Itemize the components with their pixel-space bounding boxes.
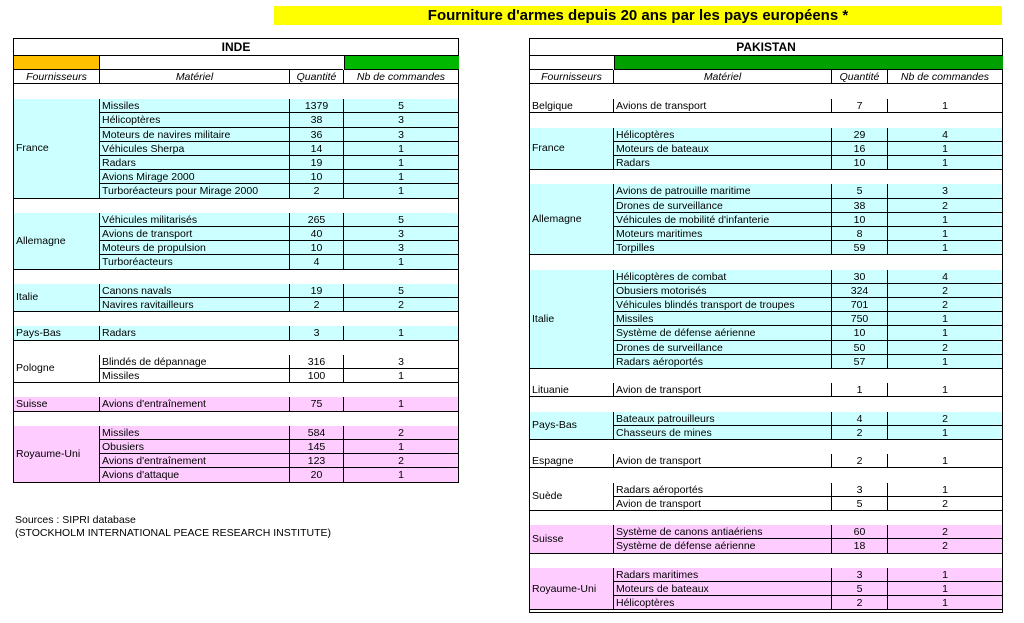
orders-cell: 1: [888, 383, 1002, 397]
orders-cell: 1: [888, 596, 1002, 610]
orders-cell: 2: [888, 497, 1002, 511]
orders-cell: 3: [888, 184, 1002, 198]
inde-table-title: INDE: [14, 39, 458, 56]
supplier-cell: Lituanie: [530, 383, 614, 397]
material-cell: Missiles: [100, 99, 290, 113]
quantity-cell: 584: [290, 426, 344, 440]
material-cell: Canons navals: [100, 284, 290, 298]
orders-cell: 3: [344, 227, 458, 241]
orders-cell: 1: [888, 213, 1002, 227]
orders-cell: 2: [888, 298, 1002, 312]
material-cell: Avions d'entraînement: [100, 397, 290, 411]
material-cell: Système de défense aérienne: [614, 539, 832, 553]
quantity-cell: 10: [832, 326, 888, 340]
orders-cell: 2: [344, 426, 458, 440]
quantity-cell: 1: [832, 383, 888, 397]
supplier-cell: France: [14, 99, 100, 198]
quantity-cell: 40: [290, 227, 344, 241]
supplier-cell: Pologne: [14, 355, 100, 383]
orders-cell: 1: [344, 468, 458, 482]
orders-cell: 1: [344, 326, 458, 340]
supplier-cell: Belgique: [530, 99, 614, 113]
sources-line-2: (STOCKHOLM INTERNATIONAL PEACE RESEARCH INSTITUTE): [15, 527, 332, 539]
inde-header-quantity: Quantité: [290, 70, 344, 84]
material-cell: Drones de surveillance: [614, 341, 832, 355]
material-cell: Obusiers motorisés: [614, 284, 832, 298]
quantity-cell: 5: [832, 582, 888, 596]
orders-cell: 1: [888, 454, 1002, 468]
quantity-cell: 2: [832, 426, 888, 440]
supplier-cell: Royaume-Uni: [14, 426, 100, 483]
orders-cell: 3: [344, 355, 458, 369]
material-cell: Torpilles: [614, 241, 832, 255]
inde-color-bar-blank: [100, 56, 343, 70]
quantity-cell: 4: [832, 412, 888, 426]
orders-cell: 1: [344, 369, 458, 383]
quantity-cell: 4: [290, 255, 344, 269]
orders-cell: 2: [888, 525, 1002, 539]
orders-cell: 1: [344, 440, 458, 454]
quantity-cell: 10: [832, 213, 888, 227]
supplier-cell: France: [530, 128, 614, 171]
orders-cell: 2: [888, 539, 1002, 553]
material-cell: Avions de patrouille maritime: [614, 184, 832, 198]
inde-header-supplier: Fournisseurs: [14, 70, 100, 84]
orders-cell: 3: [344, 241, 458, 255]
quantity-cell: 2: [832, 454, 888, 468]
quantity-cell: 30: [832, 270, 888, 284]
quantity-cell: 2: [290, 298, 344, 312]
quantity-cell: 3: [290, 326, 344, 340]
material-cell: Moteurs de navires militaire: [100, 128, 290, 142]
page-title: Fourniture d'armes depuis 20 ans par les pays européens *: [274, 6, 1002, 25]
material-cell: Missiles: [614, 312, 832, 326]
orders-cell: 4: [888, 128, 1002, 142]
pakistan-header-material: Matériel: [614, 70, 832, 84]
material-cell: Moteurs maritimes: [614, 227, 832, 241]
material-cell: Hélicoptères: [614, 128, 832, 142]
material-cell: Missiles: [100, 426, 290, 440]
pakistan-table-title: PAKISTAN: [530, 39, 1002, 56]
supplier-cell: Pays-Bas: [530, 412, 614, 440]
orders-cell: 4: [888, 270, 1002, 284]
quantity-cell: 19: [290, 156, 344, 170]
quantity-cell: 3: [832, 483, 888, 497]
material-cell: Radars: [100, 326, 290, 340]
supplier-cell: Suisse: [530, 525, 614, 553]
quantity-cell: 29: [832, 128, 888, 142]
quantity-cell: 5: [832, 184, 888, 198]
orders-cell: 1: [888, 326, 1002, 340]
orders-cell: 5: [344, 284, 458, 298]
material-cell: Drones de surveillance: [614, 199, 832, 213]
pakistan-header-supplier: Fournisseurs: [530, 70, 614, 84]
inde-header-material: Matériel: [100, 70, 290, 84]
pakistan-color-bar: [614, 56, 1003, 70]
orders-cell: 1: [888, 426, 1002, 440]
orders-cell: 2: [344, 454, 458, 468]
material-cell: Radars aéroportés: [614, 355, 832, 369]
quantity-cell: 750: [832, 312, 888, 326]
orders-cell: 2: [344, 298, 458, 312]
orders-cell: 1: [344, 397, 458, 411]
quantity-cell: 10: [832, 156, 888, 170]
orders-cell: 1: [888, 227, 1002, 241]
quantity-cell: 324: [832, 284, 888, 298]
material-cell: Hélicoptères de combat: [614, 270, 832, 284]
sources-line-1: Sources : SIPRI database: [15, 514, 136, 526]
orders-cell: 3: [344, 128, 458, 142]
material-cell: Bateaux patrouilleurs: [614, 412, 832, 426]
quantity-cell: 7: [832, 99, 888, 113]
quantity-cell: 100: [290, 369, 344, 383]
supplier-cell: Italie: [530, 270, 614, 369]
material-cell: Avion de transport: [614, 497, 832, 511]
quantity-cell: 10: [290, 241, 344, 255]
orders-cell: 1: [888, 568, 1002, 582]
material-cell: Hélicoptères: [100, 113, 290, 127]
quantity-cell: 316: [290, 355, 344, 369]
material-cell: Radars: [614, 156, 832, 170]
supplier-cell: Allemagne: [530, 184, 614, 255]
material-cell: Système de défense aérienne: [614, 326, 832, 340]
material-cell: Radars aéroportés: [614, 483, 832, 497]
quantity-cell: 36: [290, 128, 344, 142]
quantity-cell: 265: [290, 213, 344, 227]
orders-cell: 1: [888, 142, 1002, 156]
material-cell: Véhicules blindés transport de troupes: [614, 298, 832, 312]
material-cell: Hélicoptères: [614, 596, 832, 610]
orders-cell: 5: [344, 213, 458, 227]
orders-cell: 1: [888, 312, 1002, 326]
material-cell: Navires ravitailleurs: [100, 298, 290, 312]
orders-cell: 3: [344, 113, 458, 127]
quantity-cell: 16: [832, 142, 888, 156]
orders-cell: 1: [344, 142, 458, 156]
material-cell: Véhicules Sherpa: [100, 142, 290, 156]
orders-cell: 1: [888, 582, 1002, 596]
orders-cell: 2: [888, 199, 1002, 213]
material-cell: Avions Mirage 2000: [100, 170, 290, 184]
material-cell: Avions de transport: [614, 99, 832, 113]
quantity-cell: 2: [290, 184, 344, 198]
quantity-cell: 14: [290, 142, 344, 156]
material-cell: Turboréacteurs: [100, 255, 290, 269]
quantity-cell: 18: [832, 539, 888, 553]
quantity-cell: 123: [290, 454, 344, 468]
material-cell: Obusiers: [100, 440, 290, 454]
inde-table: [13, 38, 459, 483]
quantity-cell: 19: [290, 284, 344, 298]
orders-cell: 1: [344, 156, 458, 170]
quantity-cell: 57: [832, 355, 888, 369]
orders-cell: 1: [888, 156, 1002, 170]
material-cell: Véhicules militarisés: [100, 213, 290, 227]
quantity-cell: 60: [832, 525, 888, 539]
pakistan-color-bar-blank: [530, 56, 613, 70]
pakistan-table: [529, 38, 1003, 613]
material-cell: Turboréacteurs pour Mirage 2000: [100, 184, 290, 198]
material-cell: Radars: [100, 156, 290, 170]
material-cell: Chasseurs de mines: [614, 426, 832, 440]
material-cell: Avions d'attaque: [100, 468, 290, 482]
quantity-cell: 2: [832, 596, 888, 610]
quantity-cell: 38: [290, 113, 344, 127]
material-cell: Véhicules de mobilité d'infanterie: [614, 213, 832, 227]
orders-cell: 2: [888, 341, 1002, 355]
orders-cell: 1: [888, 483, 1002, 497]
orders-cell: 1: [344, 255, 458, 269]
material-cell: Moteurs de propulsion: [100, 241, 290, 255]
material-cell: Moteurs de bateaux: [614, 582, 832, 596]
quantity-cell: 20: [290, 468, 344, 482]
orders-cell: 1: [888, 241, 1002, 255]
supplier-cell: Italie: [14, 284, 100, 312]
supplier-cell: Suède: [530, 483, 614, 511]
supplier-cell: Royaume-Uni: [530, 568, 614, 611]
quantity-cell: 38: [832, 199, 888, 213]
quantity-cell: 145: [290, 440, 344, 454]
pakistan-header-orders: Nb de commandes: [888, 70, 1002, 84]
material-cell: Blindés de dépannage: [100, 355, 290, 369]
material-cell: Missiles: [100, 369, 290, 383]
quantity-cell: 59: [832, 241, 888, 255]
supplier-cell: Pays-Bas: [14, 326, 100, 340]
supplier-cell: Allemagne: [14, 213, 100, 270]
inde-color-bar-orders: [344, 56, 459, 70]
material-cell: Radars maritimes: [614, 568, 832, 582]
material-cell: Système de canons antiaériens: [614, 525, 832, 539]
orders-cell: 1: [888, 99, 1002, 113]
orders-cell: 1: [344, 184, 458, 198]
quantity-cell: 8: [832, 227, 888, 241]
material-cell: Avion de transport: [614, 454, 832, 468]
quantity-cell: 701: [832, 298, 888, 312]
quantity-cell: 5: [832, 497, 888, 511]
quantity-cell: 10: [290, 170, 344, 184]
orders-cell: 2: [888, 284, 1002, 298]
material-cell: Avions de transport: [100, 227, 290, 241]
supplier-cell: Espagne: [530, 454, 614, 468]
quantity-cell: 1379: [290, 99, 344, 113]
inde-header-orders: Nb de commandes: [344, 70, 458, 84]
orders-cell: 2: [888, 412, 1002, 426]
material-cell: Avions d'entraînement: [100, 454, 290, 468]
orders-cell: 1: [888, 355, 1002, 369]
quantity-cell: 3: [832, 568, 888, 582]
supplier-cell: Suisse: [14, 397, 100, 411]
quantity-cell: 50: [832, 341, 888, 355]
quantity-cell: 75: [290, 397, 344, 411]
pakistan-header-quantity: Quantité: [832, 70, 888, 84]
orders-cell: 1: [344, 170, 458, 184]
orders-cell: 5: [344, 99, 458, 113]
sources-note: [15, 514, 331, 540]
material-cell: Avion de transport: [614, 383, 832, 397]
inde-color-bar-supplier: [14, 56, 100, 70]
material-cell: Moteurs de bateaux: [614, 142, 832, 156]
